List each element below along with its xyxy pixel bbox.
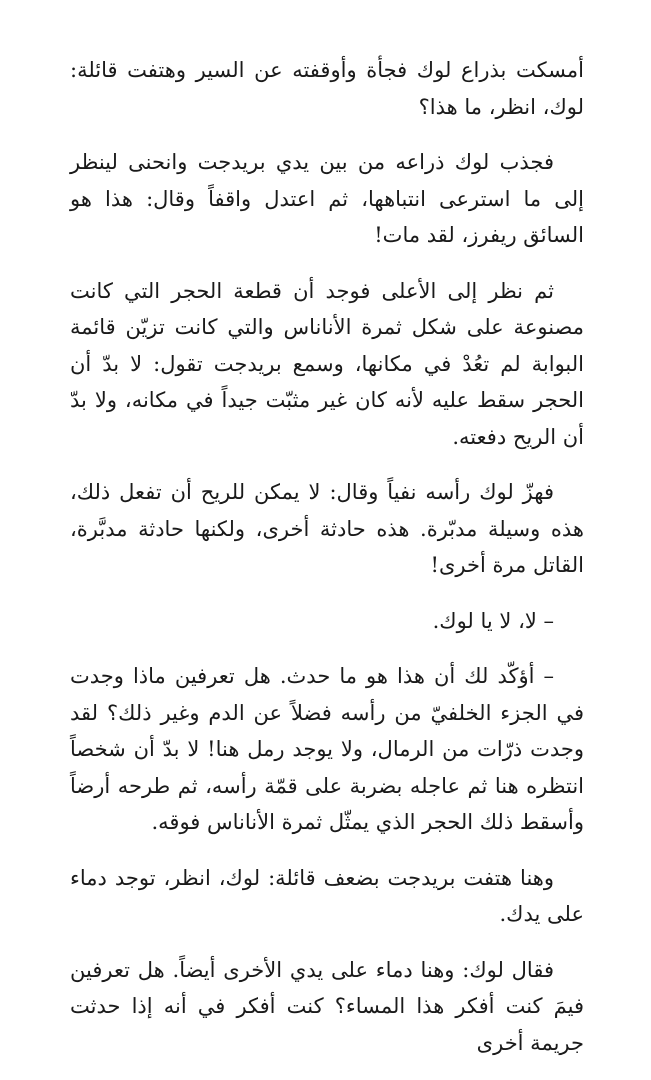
- paragraph-1: أمسكت بذراع لوك فجأة وأوقفته عن السير وهتفت قائلة: لوك، انظر، ما هذا؟: [70, 58, 584, 119]
- paragraph-5: – لا، لا يا لوك.: [432, 608, 554, 633]
- book-page: [70, 52, 584, 1080]
- paragraph-3: ثم نظر إلى الأعلى فوجد أن قطعة الحجر التي كانت مصنوعة على شكل ثمرة الأناناس والتي كانت تزيّن قائمة البوابة لم تعُدْ في مكانها، وسمع بريدجت تقول: لا بدّ أن الحجر سقط عليه لأنه كان غير مثبّت جيداً في مكانه، ولا بدّ أن الريح دفعته.: [70, 278, 584, 449]
- paragraph-8: فقال لوك: وهنا دماء على يدي الأخرى أيضاً. هل تعرفين فيمَ كنت أفكر هذا المساء؟ كنت أفكر في أنه إذا حدثت جريمة أخرى: [70, 957, 584, 1055]
- paragraph-7: وهنا هتفت بريدجت بضعف قائلة: لوك، انظر، توجد دماء على يدك.: [70, 865, 584, 926]
- paragraph-4: فهزّ لوك رأسه نفياً وقال: لا يمكن للريح أن تفعل ذلك، هذه وسيلة مدبّرة. هذه حادثة أخرى، ولكنها حادثة مدبَّرة، القاتل مرة أخرى!: [70, 480, 584, 577]
- paragraph-2: فجذب لوك ذراعه من بين يدي بريدجت وانحنى لينظر إلى ما استرعى انتباهها، ثم اعتدل واقفاً وقال: هذا هو السائق ريفرز، لقد مات!: [70, 150, 584, 247]
- paragraph-6: – أؤكّد لك أن هذا هو ما حدث. هل تعرفين ماذا وجدت في الجزء الخلفيّ من رأسه فضلاً عن الدم وغير ذلك؟ لقد وجدت ذرّات من الرمال، ولا يوجد رمل هنا! لا بدّ أن شخصاً انتظره هنا ثم عاجله بضربة على قمّة رأسه، ثم طرحه أرضاً وأسقط ذلك الحجر الذي يمثّل ثمرة الأناناس فوقه.: [70, 664, 584, 834]
